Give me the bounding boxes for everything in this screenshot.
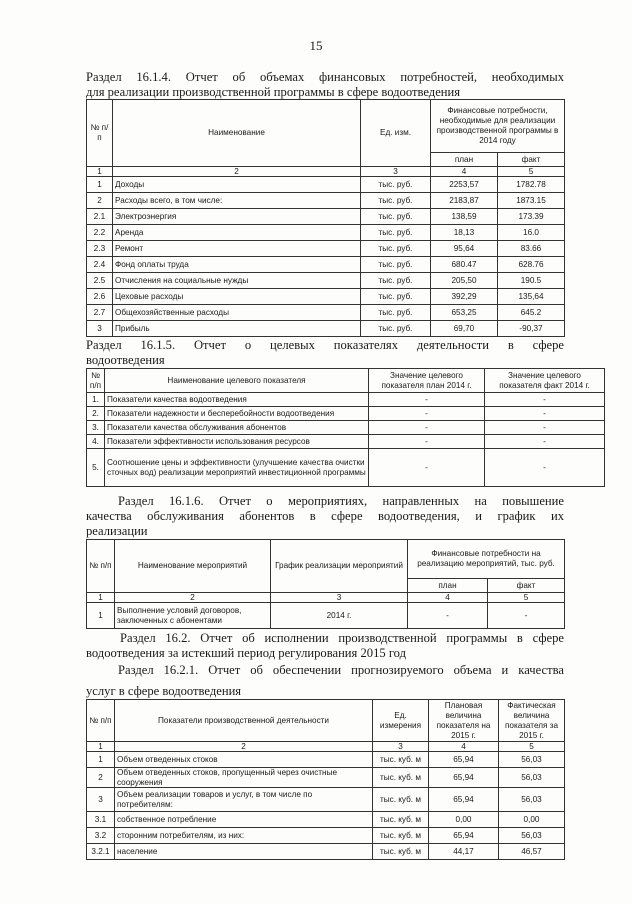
- table-row: [87, 257, 565, 273]
- section-16-2-title-line2: водоотведения за истекший период регулирования 2015 год: [86, 646, 407, 660]
- row-number-cell: 2.2: [87, 225, 113, 241]
- section-16-1-6-title-line2: качества обслуживания абонентов в сфере водоотведения, и график их: [86, 509, 564, 523]
- row-name-cell: сторонним потребителям, из них:: [115, 828, 373, 844]
- row-name-cell: Показатели эффективности использования ресурсов: [105, 435, 369, 449]
- column-index-cell: 2: [115, 742, 373, 752]
- row-number-cell: 5.: [87, 449, 105, 487]
- row-number-cell: 2: [87, 768, 115, 788]
- row-unit-cell: тыс. куб. м: [373, 844, 429, 860]
- section-16-1-5-title-line2: водоотведения: [86, 353, 165, 367]
- table-row: [87, 788, 565, 812]
- row-number-cell: 2.3: [87, 241, 113, 257]
- row-name-cell: Показатели качества водоотведения: [105, 393, 369, 407]
- col-header-plan-value: Значение целевого показателя план 2014 г.: [369, 369, 485, 393]
- row-number-cell: 2: [87, 193, 113, 209]
- row-unit-cell: тыс. руб.: [361, 321, 431, 337]
- row-number-cell: 1.: [87, 393, 105, 407]
- row-name-cell: Цеховые расходы: [113, 289, 361, 305]
- col-header-fact: факт: [488, 579, 565, 593]
- row-name-cell: Объем реализации товаров и услуг, в том числе по потребителям:: [115, 788, 373, 812]
- table-row: [87, 177, 565, 193]
- row-name-cell: Объем отведенных стоков: [115, 752, 373, 768]
- row-unit-cell: тыс. руб.: [361, 177, 431, 193]
- row-unit-cell: тыс. куб. м: [373, 828, 429, 844]
- row-name-cell: Расходы всего, в том числе:: [113, 193, 361, 209]
- row-number-cell: 2.: [87, 407, 105, 421]
- table-row: [87, 844, 565, 860]
- row-plan-cell: -: [369, 449, 485, 487]
- row-name-cell: Показатели качества обслуживания абонентов: [105, 421, 369, 435]
- table-row: [87, 273, 565, 289]
- column-index-cell: 1: [87, 742, 115, 752]
- row-unit-cell: тыс. куб. м: [373, 768, 429, 788]
- table-row: [87, 225, 565, 241]
- column-index-cell: 1: [87, 167, 113, 177]
- row-name-cell: население: [115, 844, 373, 860]
- row-fact-cell: 190.5: [498, 273, 565, 289]
- col-header-fact-value: Фактическая величина показателя за 2015 г.: [499, 700, 565, 742]
- row-unit-cell: тыс. руб.: [361, 193, 431, 209]
- column-index-cell: 1: [87, 593, 115, 603]
- row-unit-cell: тыс. руб.: [361, 289, 431, 305]
- row-fact-cell: 56,03: [499, 768, 565, 788]
- measures-table: [86, 539, 565, 629]
- row-name-cell: Ремонт: [113, 241, 361, 257]
- row-fact-cell: 56,03: [499, 788, 565, 812]
- row-unit-cell: тыс. куб. м: [373, 752, 429, 768]
- row-plan-cell: 44,17: [429, 844, 499, 860]
- row-fact-cell: -90,37: [498, 321, 565, 337]
- row-fact-cell: 83.66: [498, 241, 565, 257]
- row-plan-cell: -: [369, 407, 485, 421]
- row-fact-cell: 1873.15: [498, 193, 565, 209]
- column-index-cell: 3: [271, 593, 408, 603]
- row-plan-cell: 205,50: [431, 273, 498, 289]
- col-header-num: № п/п: [87, 369, 105, 393]
- row-unit-cell: тыс. куб. м: [373, 812, 429, 828]
- row-plan-cell: 392,29: [431, 289, 498, 305]
- row-name-cell: Электроэнергия: [113, 209, 361, 225]
- row-number-cell: 1: [87, 603, 115, 629]
- column-index-cell: 4: [408, 593, 488, 603]
- row-plan-cell: 0,00: [429, 812, 499, 828]
- row-number-cell: 3: [87, 788, 115, 812]
- row-plan-cell: -: [369, 435, 485, 449]
- row-fact-cell: 173.39: [498, 209, 565, 225]
- table-row: [87, 193, 565, 209]
- row-number-cell: 3.2: [87, 828, 115, 844]
- table-row: [87, 321, 565, 337]
- row-fact-cell: -: [485, 393, 605, 407]
- table-row: [87, 828, 565, 844]
- table-row: [87, 812, 565, 828]
- row-unit-cell: тыс. куб. м: [373, 788, 429, 812]
- row-plan-cell: 680.47: [431, 257, 498, 273]
- row-fact-cell: 0,00: [499, 812, 565, 828]
- column-index-cell: 5: [488, 593, 565, 603]
- row-fact-cell: 16.0: [498, 225, 565, 241]
- col-header-fact-value: Значение целевого показателя факт 2014 г.: [485, 369, 605, 393]
- row-name-cell: Общехозяйственные расходы: [113, 305, 361, 321]
- col-header-plan: план: [408, 579, 488, 593]
- row-fact-cell: -: [488, 603, 565, 629]
- section-16-1-4-title-line2: для реализации производственной программы в сфере водоотведения: [86, 85, 461, 99]
- row-number-cell: 3.1: [87, 812, 115, 828]
- row-fact-cell: 56,03: [499, 828, 565, 844]
- financial-needs-table: [86, 99, 565, 337]
- row-unit-cell: тыс. руб.: [361, 273, 431, 289]
- row-name-cell: Показатели надежности и бесперебойности водоотведения: [105, 407, 369, 421]
- col-header-fin-needs: Финансовые потребности на реализацию мероприятий, тыс. руб.: [408, 540, 565, 579]
- row-name-cell: Аренда: [113, 225, 361, 241]
- row-plan-cell: 69,70: [431, 321, 498, 337]
- row-number-cell: 2.7: [87, 305, 113, 321]
- row-name-cell: Фонд оплаты труда: [113, 257, 361, 273]
- row-plan-cell: 653,25: [431, 305, 498, 321]
- section-16-1-6-title-line3: реализации: [86, 524, 148, 538]
- row-plan-cell: 2253,57: [431, 177, 498, 193]
- col-header-fin-needs: Финансовые потребности, необходимые для реализации производственной программы в 2014 году: [431, 100, 565, 153]
- row-number-cell: 1: [87, 752, 115, 768]
- column-index-cell: 2: [115, 593, 271, 603]
- row-fact-cell: -: [485, 449, 605, 487]
- row-fact-cell: -: [485, 435, 605, 449]
- col-header-num: № п/п: [87, 540, 115, 593]
- table-row: [87, 305, 565, 321]
- row-number-cell: 3.: [87, 421, 105, 435]
- col-header-num: № п/п: [87, 700, 115, 742]
- table-row: [87, 209, 565, 225]
- row-number-cell: 2.5: [87, 273, 113, 289]
- row-name-cell: Отчисления на социальные нужды: [113, 273, 361, 289]
- section-16-1-4-title-line1: Раздел 16.1.4. Отчет об объемах финансовых потребностей, необходимых: [86, 70, 564, 84]
- row-plan-cell: 18,13: [431, 225, 498, 241]
- col-header-plan: план: [431, 153, 498, 167]
- row-fact-cell: 135,64: [498, 289, 565, 305]
- row-fact-cell: -: [485, 407, 605, 421]
- col-header-unit: Ед. измерения: [373, 700, 429, 742]
- table-row: [87, 449, 605, 487]
- table-row: [87, 768, 565, 788]
- table-row: [87, 241, 565, 257]
- col-header-num: № п/п: [87, 100, 113, 167]
- row-plan-cell: 65,94: [429, 828, 499, 844]
- row-number-cell: 3: [87, 321, 113, 337]
- column-index-cell: 5: [499, 742, 565, 752]
- section-16-2-1-title-line1: Раздел 16.2.1. Отчет об обеспечении прогнозируемого объема и качества: [118, 663, 564, 677]
- col-header-measure-name: Наименование мероприятий: [115, 540, 271, 593]
- row-fact-cell: -: [485, 421, 605, 435]
- row-unit-cell: тыс. руб.: [361, 305, 431, 321]
- table-row: [87, 435, 605, 449]
- target-indicators-table: [86, 368, 605, 487]
- row-plan-cell: 95,64: [431, 241, 498, 257]
- table-row: [87, 421, 605, 435]
- column-index-cell: 3: [373, 742, 429, 752]
- col-header-schedule: График реализации мероприятий: [271, 540, 408, 593]
- row-unit-cell: тыс. руб.: [361, 209, 431, 225]
- column-index-cell: 4: [429, 742, 499, 752]
- section-16-1-6-title-line1: Раздел 16.1.6. Отчет о мероприятиях, направленных на повышение: [118, 494, 564, 508]
- row-number-cell: 3.2.1: [87, 844, 115, 860]
- column-index-cell: 5: [498, 167, 565, 177]
- row-name-cell: собственное потребление: [115, 812, 373, 828]
- table-row: [87, 603, 565, 629]
- row-plan-cell: -: [369, 393, 485, 407]
- row-number-cell: 2.4: [87, 257, 113, 273]
- row-fact-cell: 56,03: [499, 752, 565, 768]
- row-unit-cell: тыс. руб.: [361, 225, 431, 241]
- row-name-cell: Доходы: [113, 177, 361, 193]
- row-name-cell: Прибыль: [113, 321, 361, 337]
- col-header-indicator-name: Показатели производственной деятельности: [115, 700, 373, 742]
- section-16-2-1-title-line2: услуг в сфере водоотведения: [86, 684, 242, 698]
- row-schedule-cell: 2014 г.: [271, 603, 408, 629]
- col-header-indicator-name: Наименование целевого показателя: [105, 369, 369, 393]
- row-fact-cell: 645.2: [498, 305, 565, 321]
- row-plan-cell: 2183,87: [431, 193, 498, 209]
- section-16-2-title-line1: Раздел 16.2. Отчет об исполнении производственной программы в сфере: [120, 631, 564, 645]
- production-indicators-table: [86, 699, 565, 860]
- col-header-plan-value: Плановая величина показателя на 2015 г.: [429, 700, 499, 742]
- col-header-name: Наименование: [113, 100, 361, 167]
- row-plan-cell: 65,94: [429, 788, 499, 812]
- row-name-cell: Объем отведенных стоков, пропущенный через очистные сооружения: [115, 768, 373, 788]
- table-row: [87, 407, 605, 421]
- table-row: [87, 393, 605, 407]
- row-plan-cell: 65,94: [429, 768, 499, 788]
- col-header-unit: Ед. изм.: [361, 100, 431, 167]
- row-fact-cell: 46,57: [499, 844, 565, 860]
- row-number-cell: 2.1: [87, 209, 113, 225]
- row-plan-cell: -: [369, 421, 485, 435]
- row-fact-cell: 1782.78: [498, 177, 565, 193]
- row-name-cell: Соотношение цены и эффективности (улучшение качества очистки сточных вод) реализации мероприятий инвестиционной программы: [105, 449, 369, 487]
- column-index-cell: 2: [113, 167, 361, 177]
- row-fact-cell: 628.76: [498, 257, 565, 273]
- col-header-fact: факт: [498, 153, 565, 167]
- row-plan-cell: 138,59: [431, 209, 498, 225]
- row-unit-cell: тыс. руб.: [361, 241, 431, 257]
- section-16-1-5-title-line1: Раздел 16.1.5. Отчет о целевых показателях деятельности в сфере: [86, 338, 564, 352]
- row-unit-cell: тыс. руб.: [361, 257, 431, 273]
- table-row: [87, 289, 565, 305]
- column-index-cell: 3: [361, 167, 431, 177]
- row-plan-cell: 65,94: [429, 752, 499, 768]
- row-number-cell: 2.6: [87, 289, 113, 305]
- row-name-cell: Выполнение условий договоров, заключенных с абонентами: [115, 603, 271, 629]
- row-number-cell: 1: [87, 177, 113, 193]
- page-number: 15: [309, 38, 323, 53]
- table-row: [87, 752, 565, 768]
- row-plan-cell: -: [408, 603, 488, 629]
- column-index-cell: 4: [431, 167, 498, 177]
- row-number-cell: 4.: [87, 435, 105, 449]
